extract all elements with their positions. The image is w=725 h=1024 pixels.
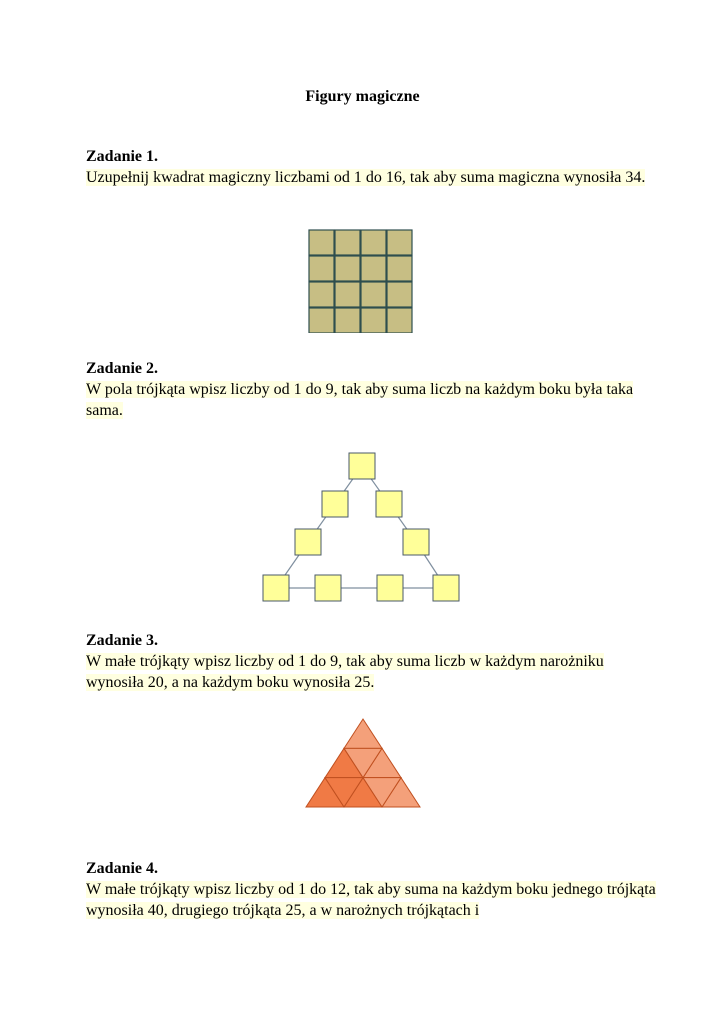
task-heading: Zadanie 2. <box>86 360 159 377</box>
grid-cell <box>309 230 334 255</box>
small-triangle <box>344 719 382 748</box>
task-heading: Zadanie 4. <box>86 860 159 877</box>
task-heading: Zadanie 1. <box>86 148 159 165</box>
triangle-box <box>315 575 341 601</box>
triangle-box <box>295 529 321 555</box>
grid-cell <box>387 282 412 307</box>
grid-cell <box>387 256 412 281</box>
task-heading: Zadanie 3. <box>86 632 159 649</box>
grid-cell <box>309 308 334 333</box>
grid-cell <box>309 256 334 281</box>
grid-cell <box>309 282 334 307</box>
grid-cell <box>335 282 360 307</box>
triangle-box <box>377 575 403 601</box>
task-1 <box>86 146 656 188</box>
grid-cell <box>335 308 360 333</box>
triangle-box <box>349 453 375 479</box>
task-2 <box>86 358 656 421</box>
triangle-box <box>433 575 459 601</box>
grid-cell <box>361 282 386 307</box>
grid-cell <box>361 230 386 255</box>
task-text: Uzupełnij kwadrat magiczny liczbami od 1 do 16, tak aby suma magiczna wynosiła 34. <box>86 169 646 186</box>
grid-cell <box>387 230 412 255</box>
grid-cell <box>387 308 412 333</box>
task-text: W małe trójkąty wpisz liczby od 1 do 9, tak aby suma liczb w każdym narożniku wynosiła 20, a na każdym boku wynosiła 25. <box>86 653 604 691</box>
small-triangles-figure <box>304 718 422 810</box>
triangle-box <box>263 575 289 601</box>
grid-cell <box>335 256 360 281</box>
triangle-box <box>322 491 348 517</box>
task-4 <box>86 858 656 921</box>
triangle-box <box>376 491 402 517</box>
task-text: W małe trójkąty wpisz liczby od 1 do 12, tak aby suma na każdym boku jednego trójkąta wynosiła 40, drugiego trójkąta 25, a w narożnych trójkątach i <box>86 881 656 919</box>
grid-cell <box>335 230 360 255</box>
task-text: W pola trójkąta wpisz liczby od 1 do 9, tak aby suma liczb na każdym boku była taka sama. <box>86 381 634 419</box>
grid-cell <box>361 256 386 281</box>
task-3 <box>86 630 656 693</box>
number-triangle <box>262 452 464 604</box>
grid-cell <box>361 308 386 333</box>
magic-square-grid <box>308 229 414 333</box>
triangle-box <box>403 529 429 555</box>
page-title: Figury magiczne <box>305 88 420 105</box>
